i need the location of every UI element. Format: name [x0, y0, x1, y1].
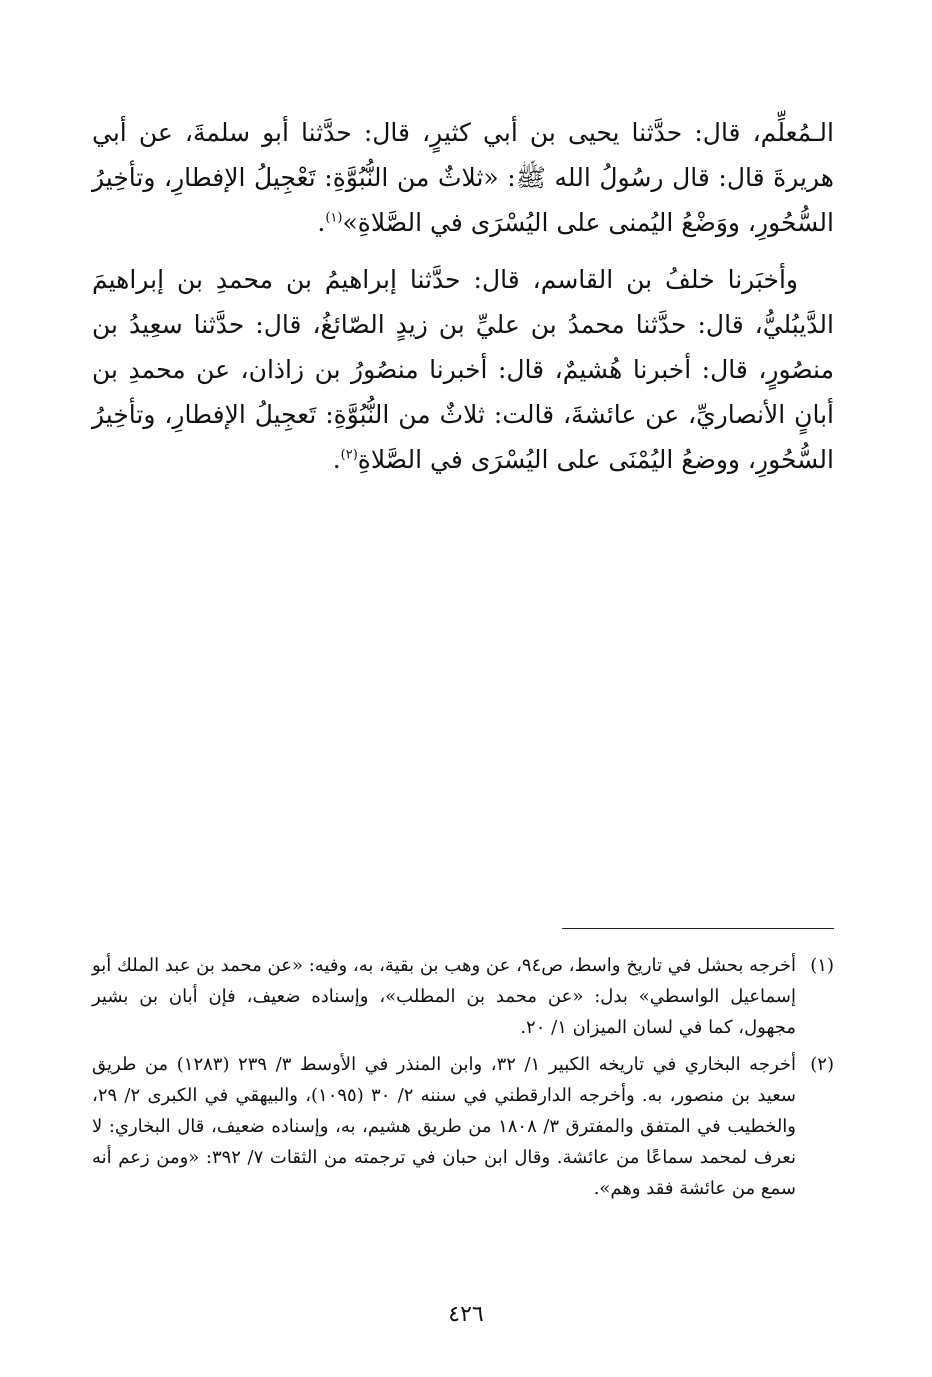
footnote-2 [92, 1049, 834, 1204]
footnote-2-number: (٢) [810, 1054, 834, 1075]
paragraph-1-tail: . [317, 208, 326, 237]
footnote-ref-1[interactable]: (١) [325, 210, 343, 226]
paragraph-1-text: الـمُعلِّم، قال: حدَّثنا يحيى بن أبي كثيرٍ، قال: حدَّثنا أبو سلمةَ، عن أبي هريرةَ قال: قال رسُولُ الله ﷺ: «ثلاثٌ من النُّبُوَّةِ: تَعْجِيلُ الإفطارِ، وتأخِيرُ السُّحُورِ، ووَضْعُ اليُمنى على اليُسْرَى في الصَّلاةِ» [92, 118, 834, 237]
page-number: ٤٢٦ [448, 1302, 484, 1327]
footnote-1-text: أخرجه بحشل في تاريخ واسط، ص٩٤، عن وهب بن بقية، به، وفيه: «عن محمد بن عبد الملك أبو إسماعيل الواسطي» بدل: «عن محمد بن المطلب»، وإسناده ضعيف، فإن أبان بن بشير مجهول، كما في لسان الميزان ١/ ٢٠. [92, 955, 796, 1038]
footnote-1 [92, 950, 834, 1043]
main-text [92, 110, 834, 494]
footnote-ref-2[interactable]: (٢) [340, 447, 358, 463]
footnotes [92, 950, 834, 1210]
paragraph-2 [92, 257, 834, 482]
paragraph-2-tail: . [332, 445, 341, 474]
footnote-2-text: أخرجه البخاري في تاريخه الكبير ١/ ٣٢، وابن المنذر في الأوسط ٣/ ٢٣٩ (١٢٨٣) من طريق سعيد بن منصور، به. وأخرجه الدارقطني في سننه ٢/ ٣٠ (١٠٩٥)، والبيهقي في الكبرى ٢/ ٢٩، والخطيب في المتفق والمفترق ٣/ ١٨٠٨ من طريق هشيم، به، وإسناده ضعيف، قال البخاري: لا نعرف لمحمد سماعًا من عائشة. وقال ابن حبان في ترجمته من الثقات ٧/ ٣٩٢: «ومن زعم أنه سمع من عائشة فقد وهم». [92, 1054, 797, 1199]
paragraph-2-text: وأخبَرنا خلفُ بن القاسم، قال: حدَّثنا إبراهيمُ بن محمدِ بن إبراهيمَ الدَّيبُليُّ، قال: حدَّثنا محمدُ بن عليِّ بن زيدٍ الصّائغُ، قال: حدَّثنا سعِيدُ بن منصُورٍ، قال: أخبرنا هُشيمٌ، قال: أخبرنا منصُورُ بن زاذان، عن محمدِ بن أبانٍ الأنصاريِّ، عن عائشةَ، قالت: ثلاثٌ من النُّبُوَّةِ: تَعجِيلُ الإفطارِ، وتأخِيرُ السُّحُورِ، ووضعُ اليُمْنَى على اليُسْرَى في الصَّلاةِ [92, 265, 834, 474]
footnote-separator [562, 928, 834, 929]
paragraph-1 [92, 110, 834, 245]
footnote-1-number: (١) [810, 955, 834, 976]
